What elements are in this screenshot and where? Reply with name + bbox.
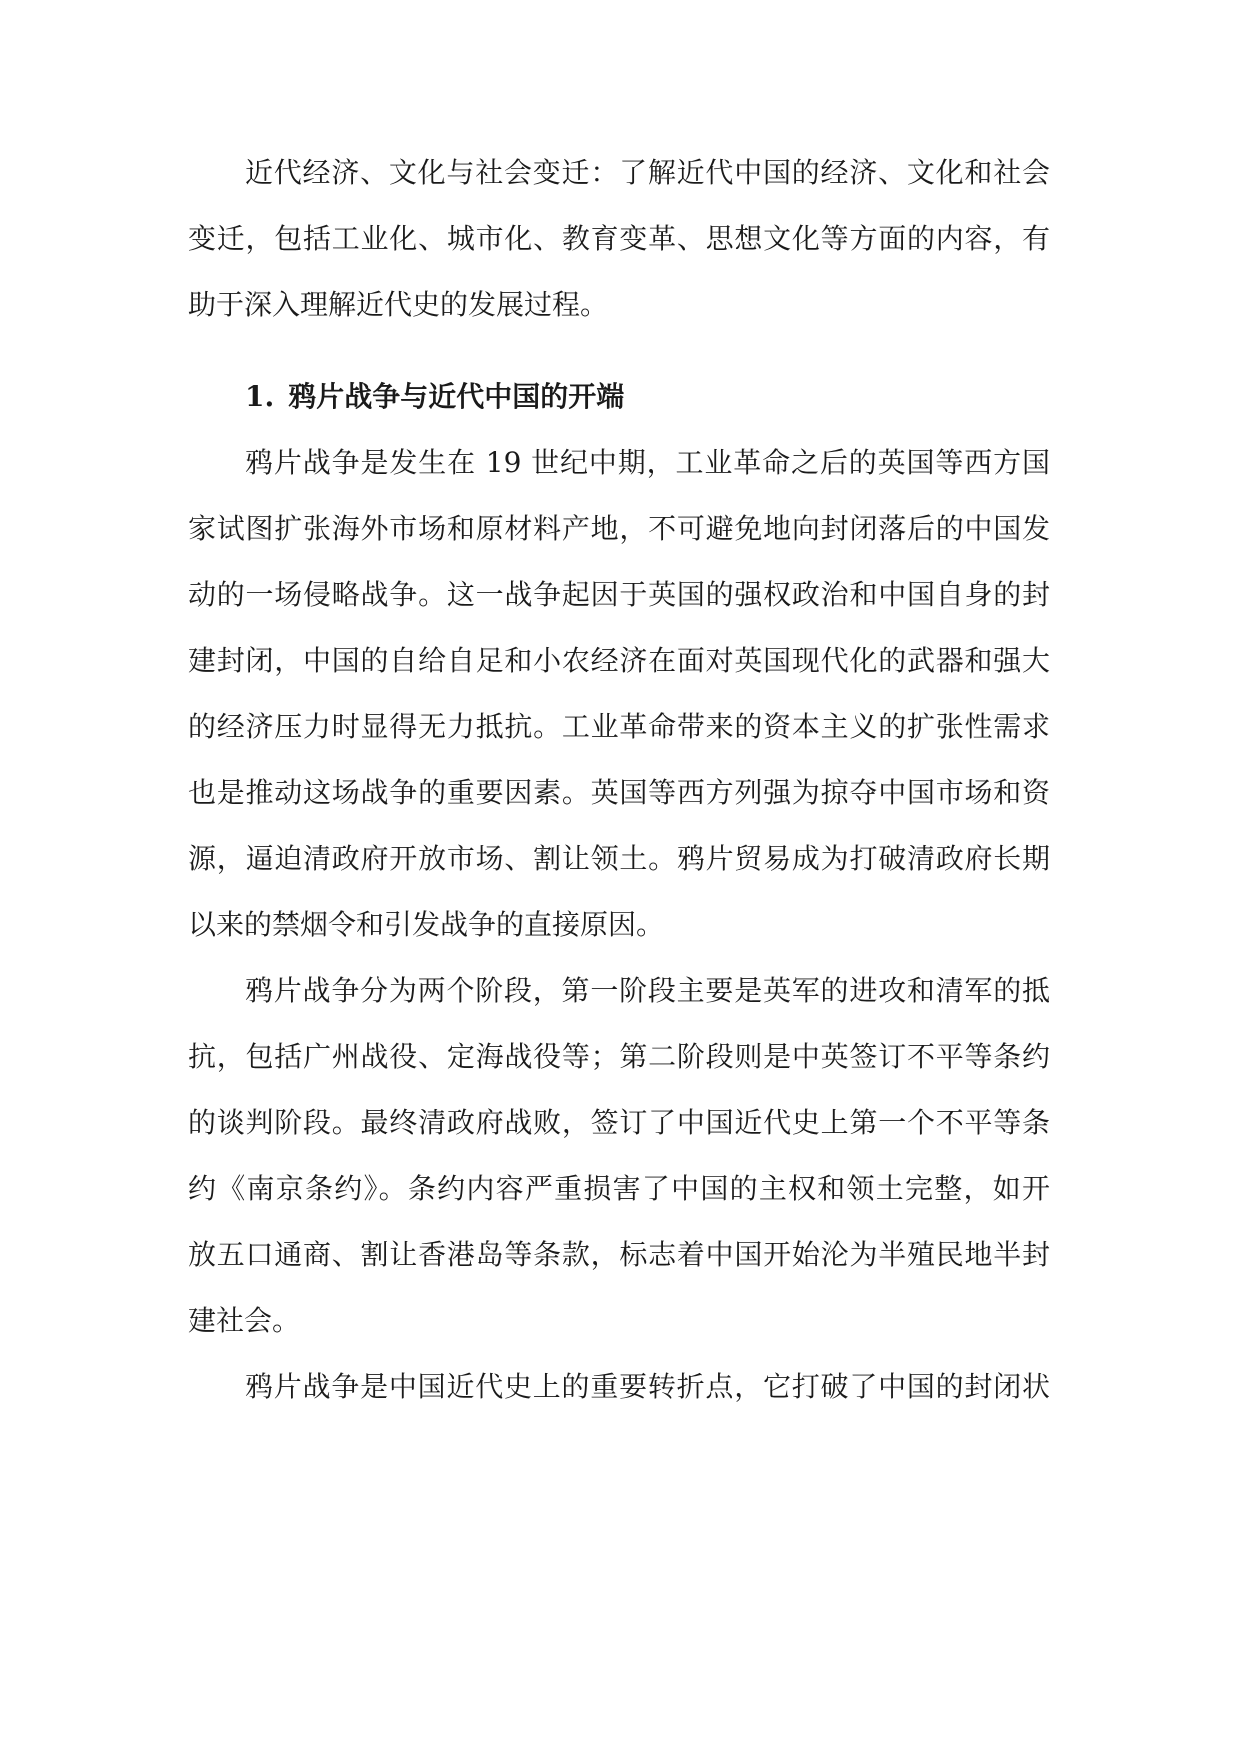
text-line: 源，逼迫清政府开放市场、割让领土。鸦片贸易成为打破清政府长期 (188, 842, 1050, 875)
text-line: 放五口通商、割让香港岛等条款，标志着中国开始沦为半殖民地半封 (188, 1238, 1050, 1271)
section-heading (188, 364, 1050, 430)
text-line: 建社会。 (188, 1304, 301, 1337)
paragraph-causes (188, 430, 1050, 958)
text-line: 约《南京条约》。条约内容严重损害了中国的主权和领土完整，如开 (188, 1172, 1050, 1205)
text-line: 动的一场侵略战争。这一战争起因于英国的强权政治和中国自身的封 (188, 578, 1050, 611)
text-line: 鸦片战争是发生在 19 世纪中期，工业革命之后的英国等西方国 (245, 446, 1050, 479)
section-title: 鸦片战争与近代中国的开端 (288, 380, 625, 413)
text-line: 建封闭，中国的自给自足和小农经济在面对英国现代化的武器和强大 (188, 644, 1050, 677)
text-line: 鸦片战争分为两个阶段，第一阶段主要是英军的进攻和清军的抵 (245, 974, 1050, 1007)
text-line: 也是推动这场战争的重要因素。英国等西方列强为掠夺中国市场和资 (188, 776, 1050, 809)
paragraph-intro (188, 140, 1050, 338)
paragraph-stages (188, 958, 1050, 1354)
text-line: 的谈判阶段。最终清政府战败，签订了中国近代史上第一个不平等条 (188, 1106, 1050, 1139)
text-line: 以来的禁烟令和引发战争的直接原因。 (188, 908, 665, 941)
text-line: 鸦片战争是中国近代史上的重要转折点，它打破了中国的封闭状 (245, 1370, 1050, 1403)
section-number: 1. (245, 380, 275, 413)
paragraph-significance (188, 1354, 1050, 1420)
page-body (188, 140, 1050, 1420)
text-line: 的经济压力时显得无力抵抗。工业革命带来的资本主义的扩张性需求 (188, 710, 1050, 743)
text-line: 变迁，包括工业化、城市化、教育变革、思想文化等方面的内容，有 (188, 222, 1050, 255)
paragraph-spacer (188, 338, 1050, 364)
text-line: 助于深入理解近代史的发展过程。 (188, 288, 609, 321)
text-line: 近代经济、文化与社会变迁：了解近代中国的经济、文化和社会 (245, 156, 1050, 189)
text-line: 抗，包括广州战役、定海战役等；第二阶段则是中英签订不平等条约 (188, 1040, 1050, 1073)
text-line: 家试图扩张海外市场和原材料产地，不可避免地向封闭落后的中国发 (188, 512, 1050, 545)
